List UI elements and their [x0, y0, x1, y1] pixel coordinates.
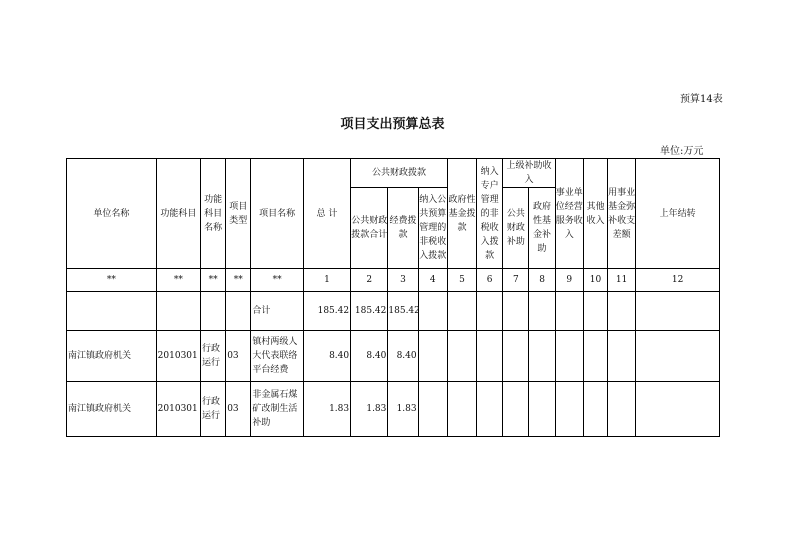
cell-unit [67, 292, 157, 331]
code-cell: ** [226, 269, 251, 292]
cell-total: 8.40 [303, 331, 350, 382]
code-cell: 9 [555, 269, 583, 292]
code-cell: 4 [418, 269, 447, 292]
cell-type: 03 [226, 331, 251, 382]
header-gov-fund-subsidy: 政府性基金补助 [529, 188, 555, 269]
cell-total: 1.83 [303, 382, 350, 437]
cell-expense: 8.40 [388, 331, 418, 382]
cell-type: 03 [226, 382, 251, 437]
table-row-total [67, 292, 720, 331]
header-total: 总 计 [303, 159, 350, 269]
header-func-subject-name: 功能科目名称 [201, 159, 226, 269]
header-public-finance: 公共财政拨款 [351, 159, 448, 188]
header-carryover: 上年结转 [636, 159, 720, 269]
cell-func-name [201, 292, 226, 331]
cell-func-code: 2010301 [156, 382, 200, 437]
code-cell: 10 [583, 269, 607, 292]
cell-pf-sum: 1.83 [351, 382, 388, 437]
code-cell: 5 [447, 269, 476, 292]
code-row [67, 269, 720, 292]
cell-type [226, 292, 251, 331]
code-cell: 6 [477, 269, 503, 292]
header-public-finance-sum: 公共财政拨款合计 [351, 188, 388, 269]
cell-expense: 1.83 [388, 382, 418, 437]
code-cell: ** [156, 269, 200, 292]
header-unit-name: 单位名称 [67, 159, 157, 269]
cell-project: 合计 [251, 292, 303, 331]
cell-unit: 南江镇政府机关 [67, 331, 157, 382]
cell-unit: 南江镇政府机关 [67, 382, 157, 437]
cell-func-code [156, 292, 200, 331]
code-cell: 1 [303, 269, 350, 292]
code-cell: 8 [529, 269, 555, 292]
page-title: 项目支出预算总表 [340, 117, 445, 132]
header-row-1 [67, 159, 720, 188]
table-row [67, 382, 720, 437]
code-cell: 3 [388, 269, 418, 292]
header-nontax-special: 纳入专户管理的非税收入拨款 [477, 159, 503, 269]
cell-total: 185.42 [303, 292, 350, 331]
header-public-finance-subsidy: 公共财政补助 [503, 188, 529, 269]
code-cell: 2 [351, 269, 388, 292]
header-other-income: 其他收入 [583, 159, 607, 269]
header-project-name: 项目名称 [251, 159, 303, 269]
cell-pf-sum: 8.40 [351, 331, 388, 382]
header-upper-subsidy: 上级补助收入 [503, 159, 555, 188]
cell-pf-sum: 185.42 [351, 292, 388, 331]
header-func-subject: 功能科目 [156, 159, 200, 269]
cell-expense: 185.42 [388, 292, 418, 331]
cell-func-name: 行政运行 [201, 331, 226, 382]
code-cell: 7 [503, 269, 529, 292]
cell-func-code: 2010301 [156, 331, 200, 382]
cell-project: 非金属石煤矿改制生活补助 [251, 382, 303, 437]
code-cell: 11 [608, 269, 636, 292]
header-gov-fund: 政府性基金拨款 [447, 159, 476, 269]
header-expense-appropriation: 经费拨款 [388, 188, 418, 269]
header-fund-compensation: 用事业基金弥补收支差额 [608, 159, 636, 269]
header-project-type: 项目类型 [226, 159, 251, 269]
code-cell: 12 [636, 269, 720, 292]
header-business-income: 事业单位经营服务收入 [555, 159, 583, 269]
cell-func-name: 行政运行 [201, 382, 226, 437]
unit-label: 单位:万元 [660, 146, 704, 157]
cell-project: 镇村两级人大代表联络平台经费 [251, 331, 303, 382]
code-cell: ** [201, 269, 226, 292]
header-nontax-in-budget: 纳入公共预算管理的非税收入拨款 [418, 188, 447, 269]
table-number: 预算14表 [680, 94, 723, 105]
code-cell: ** [251, 269, 303, 292]
budget-table [66, 158, 720, 437]
table-row [67, 331, 720, 382]
code-cell: ** [67, 269, 157, 292]
